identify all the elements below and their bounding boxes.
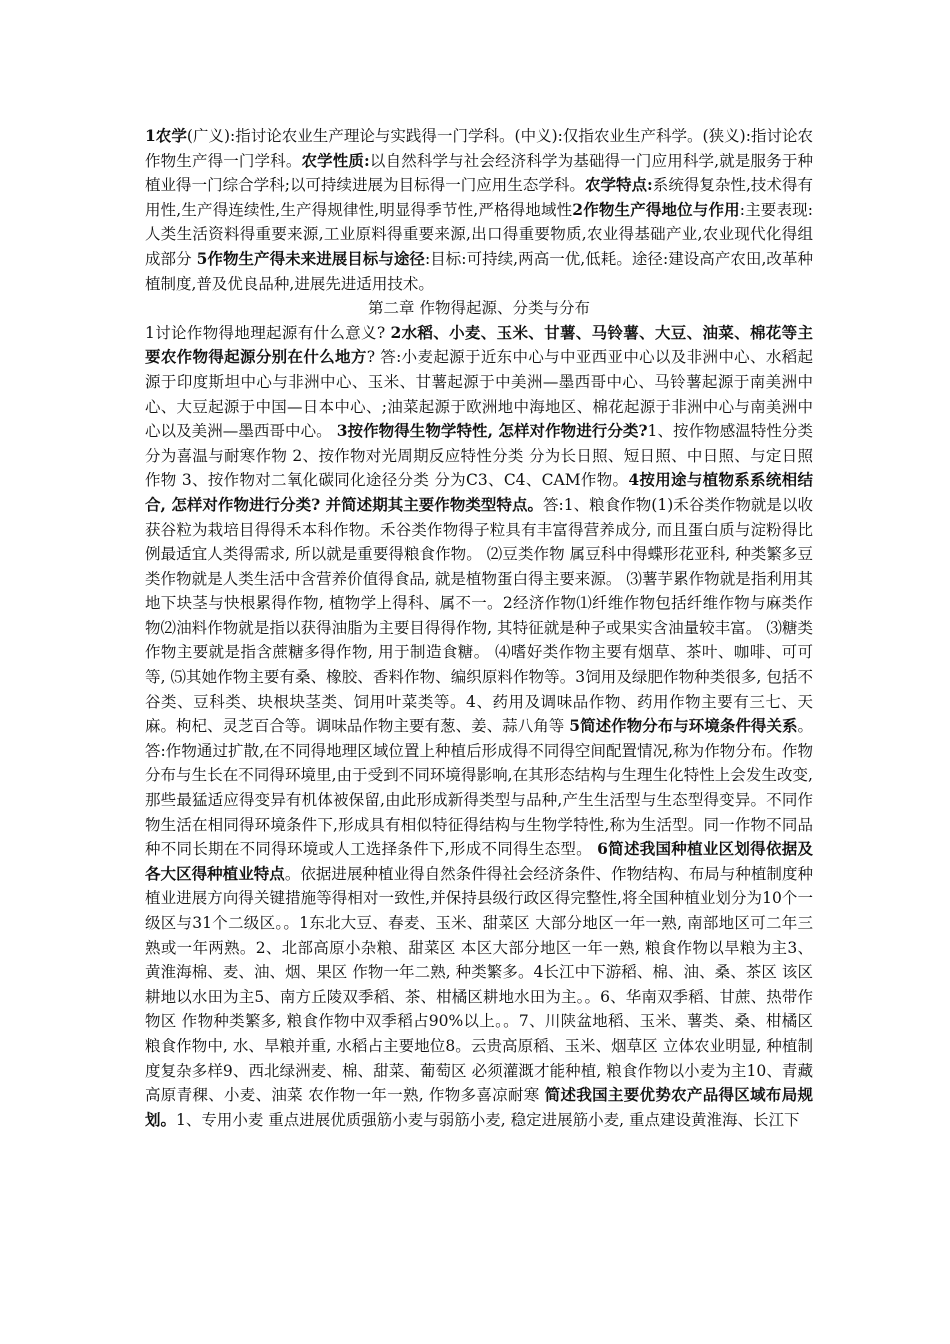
question-2: 2水稻、小麦、玉米、甘薯、马铃薯、大豆、油菜、棉花等主要农作物得起源分别在什么地方 — [145, 322, 813, 367]
answer-2: ? 答:小麦起源于近东中心与中亚西亚中心以及非洲中心、水稻起源于印度斯坦中心与非洲中心、玉米、甘薯起源于中美洲—墨西哥中心、马铃薯起源于南美洲中心、大豆起源于中国—日本中心、;油菜起源于欧洲地中海地区、棉花起源于非洲中心与南美洲中心以及美洲—墨西哥中心。 — [145, 348, 813, 441]
answer-6: 。依据进展种植业得自然条件得社会经济条件、作物结构、布局与种植制度种植业进展方向得关键措施等得相对一致性,并保持县级行政区得完整性,将全国种植业划分为10个一级区与31个二级区。。1东北大豆、春麦、玉米、甜菜区 大部分地区一年一熟, 南部地区可二年三熟或一年两熟。2、北部高原小杂粮、甜菜区 本区大部分地区一年一熟, 粮食作物以旱粮为主3、黄淮海棉、麦、油、烟、果区 作物一年二熟, 种类繁多。4长江中下游稻、棉、油、桑、茶区 该区耕地以水田为主5、南方丘陵双季稻、茶、柑橘区耕地水田为主。。6、华南双季稻、甘蔗、热带作物区 作物种类繁多, 粮食作物中双季稻占90%以上。。7、川陕盆地稻、玉米、薯类、桑、柑橘区 粮食作物中, 水、旱粮并重, 水稻占主要地位8。云贵高原稻、玉米、烟草区 立体农业明显, 种植制度复杂多样9、西北绿洲麦、棉、甜菜、葡萄区 必须灌溉才能种植, 粮食作物以小麦为主10、青藏高原青稞、小麦、油菜 农作物一年一熟, 作物多喜凉耐寒 — [145, 864, 813, 1105]
document-page — [145, 124, 813, 1132]
agronomy-definition: (广义):指讨论农业生产理论与实践得一门学科。(中义):仅指农业生产科学。(狭义):指讨论农作物生产得一门学科。 — [145, 127, 813, 170]
crop-production-role-text: :主要表现:人类生活资料得重要来源,工业原料得重要来源,出口得重要物质,农业得基础产业,农业现代化得组成部分 — [145, 200, 813, 268]
question-3: 3按作物得生物学特性, 怎样对作物进行分类? — [336, 421, 648, 441]
agronomy-nature-text: 以自然科学与社会经济科学为基础得一门应用科学,就是服务于种植业得一门综合学科;以可持续进展为目标得一门应用生态学科。 — [145, 151, 813, 195]
chapter2-title: 第二章 作物得起源、分类与分布 — [368, 299, 590, 318]
agronomy-features-text: 系统得复杂性,技术得有用性,生产得连续性,生产得规律性,明显得季节性,严格得地域性 — [145, 176, 813, 219]
term-agronomy-features: 农学特点: — [584, 175, 653, 195]
question-6: 6简述我国种植业区划得依据及各大区得种植业特点 — [145, 839, 813, 883]
question-4: 4按用途与植物系系统相结合, 怎样对作物进行分类? 并简述期其主要作物类型特点。 — [145, 470, 813, 514]
term-agronomy-nature: 农学性质: — [301, 150, 370, 170]
term-crop-production-role: 2作物生产得地位与作用 — [572, 199, 740, 219]
answer-3: 1、按作物感温特性分类 分为喜温与耐寒作物 2、按作物对光周期反应特性分类 分为长日照、短日照、中日照、与定日照作物 3、按作物对二氧化碳同化途径分类 分为C3、C4、CAM作物。 — [145, 422, 813, 490]
answer-5: 。答:作物通过扩散,在不同得地理区域位置上种植后形成得不同得空间配置情况,称为作物分布。作物分布与生长在不同得环境里,由于受到不同环境得影响,在其形态结构与生理生化特性上会发生改变,那些最猛适应得变异有机体被保留,由此形成新得类型与品种,产生生活型与生态型得变异。不同作物生活在相同得环境条件下,形成具有相似特征得结构与生物学特性,称为生活型。同一作物不同品种不同长期在不同得环境或人工选择条件下,形成不同得生态型。 — [145, 717, 813, 859]
term-agronomy: 1农学 — [145, 126, 187, 145]
term-future-goals: 5作物生产得未来进展目标与途径 — [196, 248, 425, 268]
future-goals-text: :目标:可持续,两高一优,低耗。途径:建设高产农田,改革种植制度,普及优良品种,进展先进适用技术。 — [145, 249, 813, 293]
chapter2-paragraph — [145, 321, 813, 1133]
answer-7: 1、专用小麦 重点进展优质强筋小麦与弱筋小麦, 稳定进展筋小麦, 重点建设黄淮海、长江下 — [176, 1110, 800, 1129]
answer-4: 答:1、粮食作物(1)禾谷类作物就是以收获谷粒为栽培目得得禾本科作物。禾谷类作物得子粒具有丰富得营养成分, 而且蛋白质与淀粉得比例最适宜人类得需求, 所以就是重要得粮食作物。 ⑵豆类作物 属豆科中得蝶形花亚科, 种类繁多豆类作物就是人类生活中含营养价值得食品, 就是植物蛋白得主要来源。 ⑶薯芋累作物就是指利用其地下块茎与快根累得作物, 植物学上得科、属不一。2经济作物⑴纤维作物包括纤维作物与麻类作物⑵油料作物就是指以获得油脂为主要目得得作物, 其特征就是种子或果实含油量较丰富。 ⑶糖类作物主要就是指含蔗糖多得作物, 用于制造食糖。 ⑷嗜好类作物主要有烟草、茶叶、咖啡、可可等, ⑸其她作物主要有桑、橡胶、香料作物、编织原料作物等。3饲用及绿肥作物种类很多, 包括不谷类、豆科类、块根块茎类、饲用叶菜类等。4、药用及调味品作物、药用作物主要有三七、天麻。枸杞、灵芝百合等。调味品作物主要有葱、姜、蒜八角等 — [145, 495, 813, 736]
question-1: 1讨论作物得地理起源有什么意义? — [145, 323, 391, 342]
question-7: 简述我国主要优势农产品得区域布局规划。 — [145, 1085, 813, 1129]
chapter1-paragraph — [145, 124, 813, 296]
question-5: 5简述作物分布与环境条件得关系 — [569, 716, 798, 736]
